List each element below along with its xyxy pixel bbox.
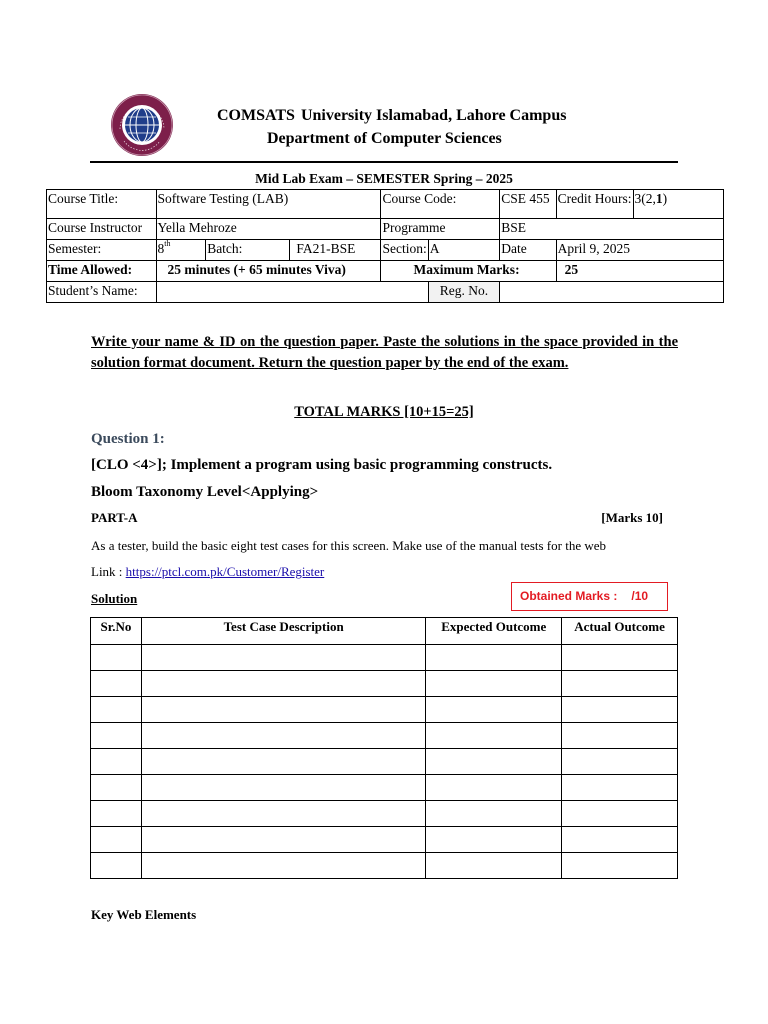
task-description: As a tester, build the basic eight test cases for this screen. Make use of the manual tests for the web [91,538,606,553]
course-title-label: Course Title: [47,190,157,219]
table-row [91,853,678,879]
cell[interactable] [141,671,425,697]
cell[interactable] [91,749,142,775]
table-row [91,827,678,853]
programme-value: BSE [500,219,724,240]
cell[interactable] [426,697,562,723]
cell[interactable] [426,775,562,801]
key-web-elements-heading: Key Web Elements [91,907,197,922]
student-name-field[interactable] [156,282,428,303]
section-value: A [428,240,500,261]
cell[interactable] [91,827,142,853]
cell[interactable] [562,853,678,879]
cell[interactable] [426,645,562,671]
cell[interactable] [562,827,678,853]
student-name-label: Student’s Name: [47,282,157,303]
university-name: COMSATS University Islamabad, Lahore Campus [217,107,567,124]
header-sr-no: Sr.No [91,618,142,645]
table-row [91,671,678,697]
time-allowed-label: Time Allowed: [47,261,157,282]
header-divider [90,161,678,163]
table-row [91,645,678,671]
cell[interactable] [91,671,142,697]
exam-title: Mid Lab Exam – SEMESTER Spring – 2025 [255,171,513,186]
instructor-label: Course Instructor [47,219,157,240]
max-marks-label: Maximum Marks: [381,261,556,282]
cell[interactable] [91,697,142,723]
section-label: Section: [381,240,428,261]
cell[interactable] [562,801,678,827]
cell[interactable] [141,827,425,853]
table-row [91,723,678,749]
cell[interactable] [426,801,562,827]
question-clo: [CLO <4>]; Implement a program using basic programming constructs. [91,457,553,473]
cell[interactable] [426,853,562,879]
reg-no-label: Reg. No. [428,282,500,303]
cell[interactable] [562,697,678,723]
table-row [91,697,678,723]
cell[interactable] [91,801,142,827]
time-allowed-value: 25 minutes (+ 65 minutes Viva) [156,261,381,282]
cell[interactable] [141,645,425,671]
cell[interactable] [426,749,562,775]
register-link[interactable]: https://ptcl.com.pk/Customer/Register [125,564,325,579]
cell[interactable] [141,853,425,879]
cell[interactable] [426,827,562,853]
cell[interactable] [562,723,678,749]
max-marks-value: 25 [556,261,723,282]
date-label: Date [500,240,556,261]
instructor-value: Yella Mehroze [156,219,381,240]
cell[interactable] [562,671,678,697]
table-row [91,775,678,801]
part-marks: [Marks 10] [601,510,663,525]
exam-instructions: Write your name & ID on the question paper. Paste the solutions in the space provided in the solution format document. Return the question paper by the end of the exam. [91,334,678,371]
link-label: Link : [91,564,123,579]
cell[interactable] [91,775,142,801]
cell[interactable] [562,749,678,775]
course-code-label: Course Code: [381,190,500,219]
cell[interactable] [141,801,425,827]
link-line [91,564,324,580]
total-marks: TOTAL MARKS [10+15=25] [294,404,474,420]
bloom-level: Bloom Taxonomy Level<Applying> [91,484,319,500]
semester-value: 8th [156,240,206,261]
header-actual-outcome: Actual Outcome [562,618,678,645]
cell[interactable] [426,671,562,697]
cell[interactable] [426,723,562,749]
cell[interactable] [141,749,425,775]
credit-hours-label: Credit Hours: [556,190,633,219]
batch-label: Batch: [206,240,290,261]
table-row [91,801,678,827]
reg-no-field[interactable] [500,282,724,303]
obtained-marks-box: Obtained Marks : /10 [511,582,668,611]
cell[interactable] [562,645,678,671]
table-row [91,749,678,775]
programme-label: Programme [381,219,500,240]
semester-label: Semester: [47,240,157,261]
cell[interactable] [91,645,142,671]
university-logo [110,93,174,157]
cell[interactable] [91,853,142,879]
header-expected-outcome: Expected Outcome [426,618,562,645]
part-label: PART-A [91,510,138,525]
question-title: Question 1: [91,431,165,447]
cell[interactable] [141,775,425,801]
cell[interactable] [141,723,425,749]
batch-value: FA21-BSE [290,240,381,261]
cell[interactable] [141,697,425,723]
cell[interactable] [91,723,142,749]
date-value: April 9, 2025 [556,240,723,261]
department-name: Department of Computer Sciences [267,130,502,147]
solution-label: Solution [91,591,138,606]
test-case-table [90,617,678,879]
cell[interactable] [562,775,678,801]
header-test-case-description: Test Case Description [141,618,425,645]
course-code-value: CSE 455 [500,190,556,219]
credit-hours-value: 3(2,1) [633,190,723,219]
course-title-value: Software Testing (LAB) [156,190,381,219]
course-info-table [46,189,724,303]
